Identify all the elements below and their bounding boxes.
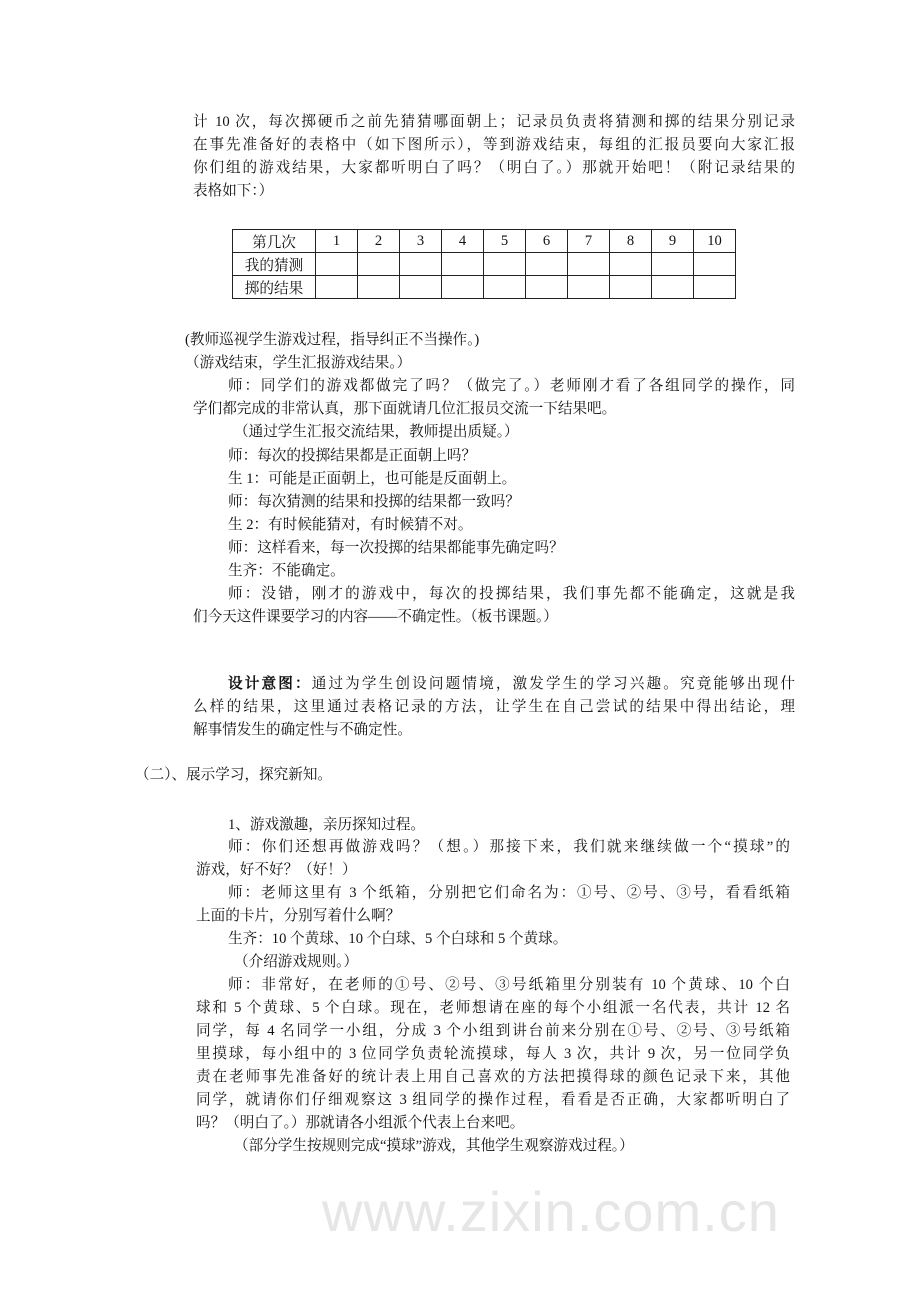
table-cell [316,253,358,276]
text-line: 游戏，好不好？（好！） [196,862,357,878]
text-line: 生 2：有时候能猜对，有时候猜不对。 [228,517,473,533]
text-line: 生 1：可能是正面朝上，也可能是反面朝上。 [228,471,517,487]
table-cell [652,276,694,299]
text-line: 生齐：10 个黄球、10 个白球、5 个白球和 5 个黄球。 [228,931,568,947]
text-line: 解事情发生的确定性与不确定性。 [193,722,412,738]
table-cell [400,276,442,299]
text-line: （通过学生汇报交流结果，教师提出质疑。） [234,424,519,440]
text-line: 1、游戏激趣，亲历探知过程。 [228,817,426,833]
text-line: 通过为学生创设问题情境，激发学生的学习兴趣。究竟能够出现什 [311,676,795,692]
table-cell [694,253,736,276]
table-cell [442,253,484,276]
table-cell [610,276,652,299]
table-cell [652,253,694,276]
table-cell: 6 [526,230,568,253]
text-line: 同学，就请你们仔细观察这 3 组同学的操作过程，看看是否正确，大家都听明白了 [196,1092,790,1108]
text-line: 在事先准备好的表格中（如下图所示），等到游戏结束，每组的汇报员要向大家汇报 [193,137,795,153]
text-line: 师：同学们的游戏都做完了吗？（做完了。）老师刚才看了各组同学的操作，同 [228,378,795,394]
table-cell [610,253,652,276]
text-line: 么样的结果，这里通过表格记录的方法，让学生在自己尝试的结果中得出结论，理 [193,699,795,715]
watermark: www.zixin.com.cn [322,1180,780,1243]
text-line: 师：你们还想再做游戏吗？（想。）那接下来，我们就来继续做一个“摸球”的 [228,839,790,855]
text-line: 师：非常好，在老师的①号、②号、③号纸箱里分别装有 10 个黄球、10 个白 [228,977,790,993]
table-cell: 2 [358,230,400,253]
table-cell [526,276,568,299]
table-cell: 5 [484,230,526,253]
section-heading: （二）、展示学习，探究新知。 [135,767,333,783]
table-cell: 7 [568,230,610,253]
text-line: 球和 5 个黄球、5 个白球。现在，老师想请在座的每个小组派一名代表，共计 12 名 [196,1000,790,1016]
table-cell [484,253,526,276]
table-cell: 1 [316,230,358,253]
table-cell [568,276,610,299]
text-line: 师：老师这里有 3 个纸箱，分别把它们命名为：①号、②号、③号，看看纸箱 [228,885,790,901]
text-line: 生齐：不能确定。 [228,563,345,579]
table-cell [358,253,400,276]
table-cell [358,276,400,299]
text-line: 师：这样看来，每一次投掷的结果都能事先确定吗？ [228,540,564,556]
table-cell: 10 [694,230,736,253]
text-line: 你们组的游戏结果，大家都听明白了吗？（明白了。）那就开始吧！（附记录结果的 [193,160,795,176]
design-intent-label: 设计意图： [228,676,312,692]
text-line: 师：每次的投掷结果都是正面朝上吗？ [228,448,477,464]
text-line: 师：每次猜测的结果和投掷的结果都一致吗？ [228,494,520,510]
table-cell: 8 [610,230,652,253]
table-cell: 掷的结果 [233,276,316,299]
text-line: （游戏结束，学生汇报游戏结果。） [185,355,412,371]
text-line: (教师巡视学生游戏过程，指导纠正不当操作。) [185,332,480,348]
text-line: 里摸球，每小组中的 3 位同学负责轮流摸球，每人 3 次，共计 9 次，另一位同学负 [196,1046,790,1062]
text-line: （介绍游戏规则。） [234,954,359,970]
table-cell [442,276,484,299]
table-cell [568,253,610,276]
table-cell [694,276,736,299]
table-cell: 4 [442,230,484,253]
table-cell [400,253,442,276]
text-line: 学们都完成的非常认真，那下面就请几位汇报员交流一下结果吧。 [193,401,617,417]
text-line: 们今天这件课要学习的内容——不确定性。（板书课题。） [193,609,558,625]
text-line: （部分学生按规则完成“摸球”游戏，其他学生观察游戏过程。） [234,1138,634,1154]
table-cell [484,276,526,299]
text-line: 表格如下：） [193,183,274,199]
table-cell: 我的猜测 [233,253,316,276]
table-cell [316,276,358,299]
text-line: 上面的卡片，分别写着什么啊？ [196,908,401,924]
text-line: 师：没错，刚才的游戏中，每次的投掷结果，我们事先都不能确定，这就是我 [228,586,795,602]
table-row [233,253,736,276]
text-line: 计 10 次，每次掷硬币之前先猜猜哪面朝上；记录员负责将猜测和掷的结果分别记录 [193,114,795,130]
design-intent-line [228,674,795,694]
text-line: 责在老师事先准备好的统计表上用自己喜欢的方法把摸得球的颜色记录下来，其他 [196,1069,790,1085]
record-table [232,229,736,299]
table-row [233,276,736,299]
table-cell [526,253,568,276]
table-header-row [233,230,736,253]
table-cell: 3 [400,230,442,253]
text-line: 吗？（明白了。）那就请各小组派个代表上台来吧。 [196,1115,525,1131]
table-cell: 第几次 [233,230,316,253]
text-line: 同学，每 4 名同学一小组，分成 3 个小组到讲台前来分别在①号、②号、③号纸箱 [196,1023,790,1039]
table-cell: 9 [652,230,694,253]
